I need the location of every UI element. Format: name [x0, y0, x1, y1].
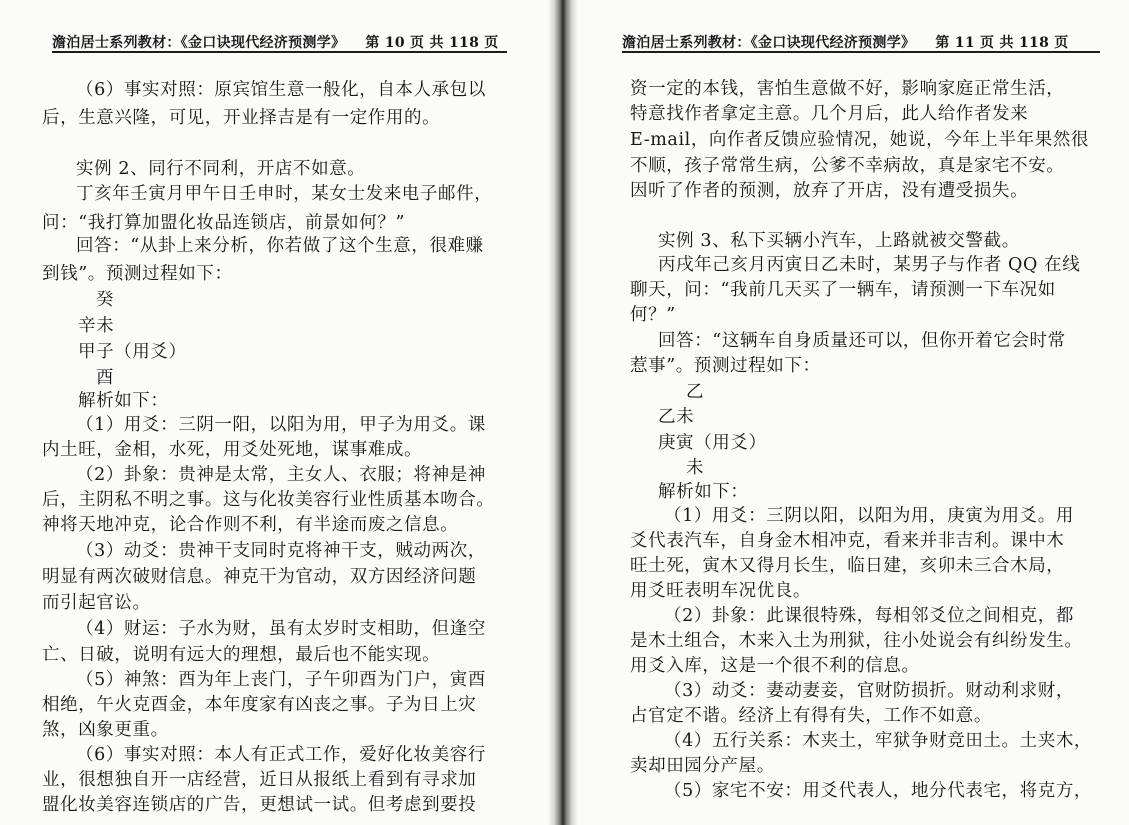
- divination-line: 甲子（用爻）: [78, 342, 187, 362]
- text-line: E-mail，向作者反馈应验情况，她说，今年上半年果然很: [630, 130, 1090, 150]
- text-line: （3）动爻：贵神干支同时克将神干支，贼动两次，: [76, 541, 486, 561]
- divination-line: 庚寅（用爻）: [658, 433, 767, 453]
- text-line: 明显有两次破财信息。神克干为官动，双方因经济问题: [42, 567, 477, 587]
- text-line: 煞，凶象更重。: [42, 720, 169, 740]
- header-title: 澹泊居士系列教材：《金口诀现代经济预测学》: [52, 35, 346, 51]
- text-line: 丁亥年壬寅月甲午日壬申时，某女士发来电子邮件，: [76, 184, 493, 204]
- text-line: 亡、日破，说明有远大的理想，最后也不能实现。: [42, 645, 441, 665]
- divination-line: 乙未: [658, 407, 695, 427]
- book-spine: [548, 0, 578, 825]
- text-line: 相绝，午火克酉金，本年度家有凶丧之事。子为日上灾: [42, 695, 477, 715]
- text-line: 用爻入库，这是一个很不利的信息。: [630, 656, 920, 676]
- text-line: 不顺，孩子常常生病，公爹不幸病故，真是家宅不安。: [630, 156, 1065, 176]
- divination-line: 癸: [96, 290, 115, 310]
- text-line: 解析如下：: [658, 482, 749, 502]
- text-line: （1）用爻：三阴以阳，以阳为用，庚寅为用爻。用: [664, 506, 1074, 526]
- right-page: [578, 0, 1129, 825]
- divination-line: 酉: [96, 368, 115, 388]
- left-page: [0, 0, 548, 825]
- text-line: （5）神煞：酉为年上丧门，子午卯酉为门户，寅酉: [76, 670, 486, 690]
- section-heading: 实例 3、私下买辆小汽车，上路就被交警截。: [658, 231, 1020, 251]
- text-line: 占官定不谐。经济上有得有失，工作不如意。: [630, 706, 992, 726]
- text-line: 聊天，问：“我前几天买了一辆车，请预测一下车况如: [630, 280, 1056, 300]
- text-line: 盟化妆美容连锁店的广告，更想试一试。但考虑到要投: [42, 795, 477, 815]
- header-rule: [622, 51, 1100, 53]
- text-line: （3）动爻：妻动妻妾，官财防损折。财动利求财，: [664, 681, 1074, 701]
- text-line: 内土旺，金相，水死，用爻处死地，谋事难成。: [42, 440, 423, 460]
- page-header: [622, 32, 1100, 54]
- text-line: 神将天地冲克，论合作则不利，有半途而废之信息。: [42, 515, 459, 535]
- text-line: 因听了作者的预测，放弃了开店，没有遭受损失。: [630, 181, 1029, 201]
- text-line: 业，很想独自开一店经营，近日从报纸上看到有寻求加: [42, 770, 477, 790]
- text-line: 而引起官讼。: [42, 593, 151, 613]
- text-line: （5）家宅不安：用爻代表人，地分代表宅，将克方，: [664, 781, 1093, 801]
- page-number: 第 10 页 共 118 页: [365, 35, 499, 51]
- text-line: 用爻旺表明车况优良。: [630, 581, 811, 601]
- text-line: 解析如下：: [78, 391, 169, 411]
- text-line: 后，生意兴隆，可见，开业择吉是有一定作用的。: [42, 108, 441, 128]
- text-line: 特意找作者拿定主意。几个月后，此人给作者发来: [630, 104, 1029, 124]
- text-line: 问：“我打算加盟化妆品连锁店，前景如何？”: [42, 213, 405, 233]
- text-line: 回答：“从卦上来分析，你若做了这个生意，很难赚: [76, 236, 484, 256]
- text-line: 卖却田园分产屋。: [630, 756, 775, 776]
- text-line: （2）卦象：贵神是太常，主女人、衣服；将神是神: [76, 465, 486, 485]
- text-line: 丙戌年己亥月丙寅日乙未时，某男子与作者 QQ 在线: [658, 255, 1081, 275]
- text-line: 何？”: [630, 305, 676, 325]
- page-header: [52, 32, 507, 54]
- divination-line: 未: [686, 458, 705, 478]
- text-line: （4）财运：子水为财，虽有太岁时支相助，但逢空: [76, 619, 486, 639]
- text-line: 后，主阴私不明之事。这与化妆美容行业性质基本吻合。: [42, 490, 495, 510]
- text-line: （1）用爻：三阴一阳，以阳为用，甲子为用爻。课: [76, 415, 486, 435]
- section-heading: 实例 2、同行不同利，开店不如意。: [76, 159, 366, 179]
- page-number: 第 11 页 共 118 页: [935, 35, 1069, 51]
- text-line: （4）五行关系：木夹土，牢狱争财竞田土。土夹木，: [664, 731, 1093, 751]
- divination-line: 乙: [686, 382, 705, 402]
- text-line: （6）事实对照：原宾馆生意一般化，自本人承包以: [76, 80, 486, 100]
- text-line: 爻代表汽车，自身金木相冲克，看来并非吉利。课中木: [630, 531, 1065, 551]
- text-line: 惹事”。预测过程如下：: [630, 356, 821, 376]
- text-line: 回答：“这辆车自身质量还可以，但你开着它会时常: [658, 331, 1066, 351]
- text-line: 资一定的本钱，害怕生意做不好，影响家庭正常生活，: [630, 79, 1065, 99]
- header-rule: [52, 51, 507, 53]
- text-line: （2）卦象：此课很特殊，每相邻爻位之间相克，都: [664, 606, 1074, 626]
- header-title: 澹泊居士系列教材：《金口诀现代经济预测学》: [622, 35, 916, 51]
- divination-line: 辛未: [78, 316, 115, 336]
- text-line: （6）事实对照：本人有正式工作，爱好化妆美容行: [76, 745, 486, 765]
- text-line: 是木土组合，木来入土为刑狱，往小处说会有纠纷发生。: [630, 631, 1083, 651]
- text-line: 到钱”。预测过程如下：: [42, 264, 233, 284]
- text-line: 旺土死，寅木又得月长生，临日建，亥卯未三合木局，: [630, 556, 1065, 576]
